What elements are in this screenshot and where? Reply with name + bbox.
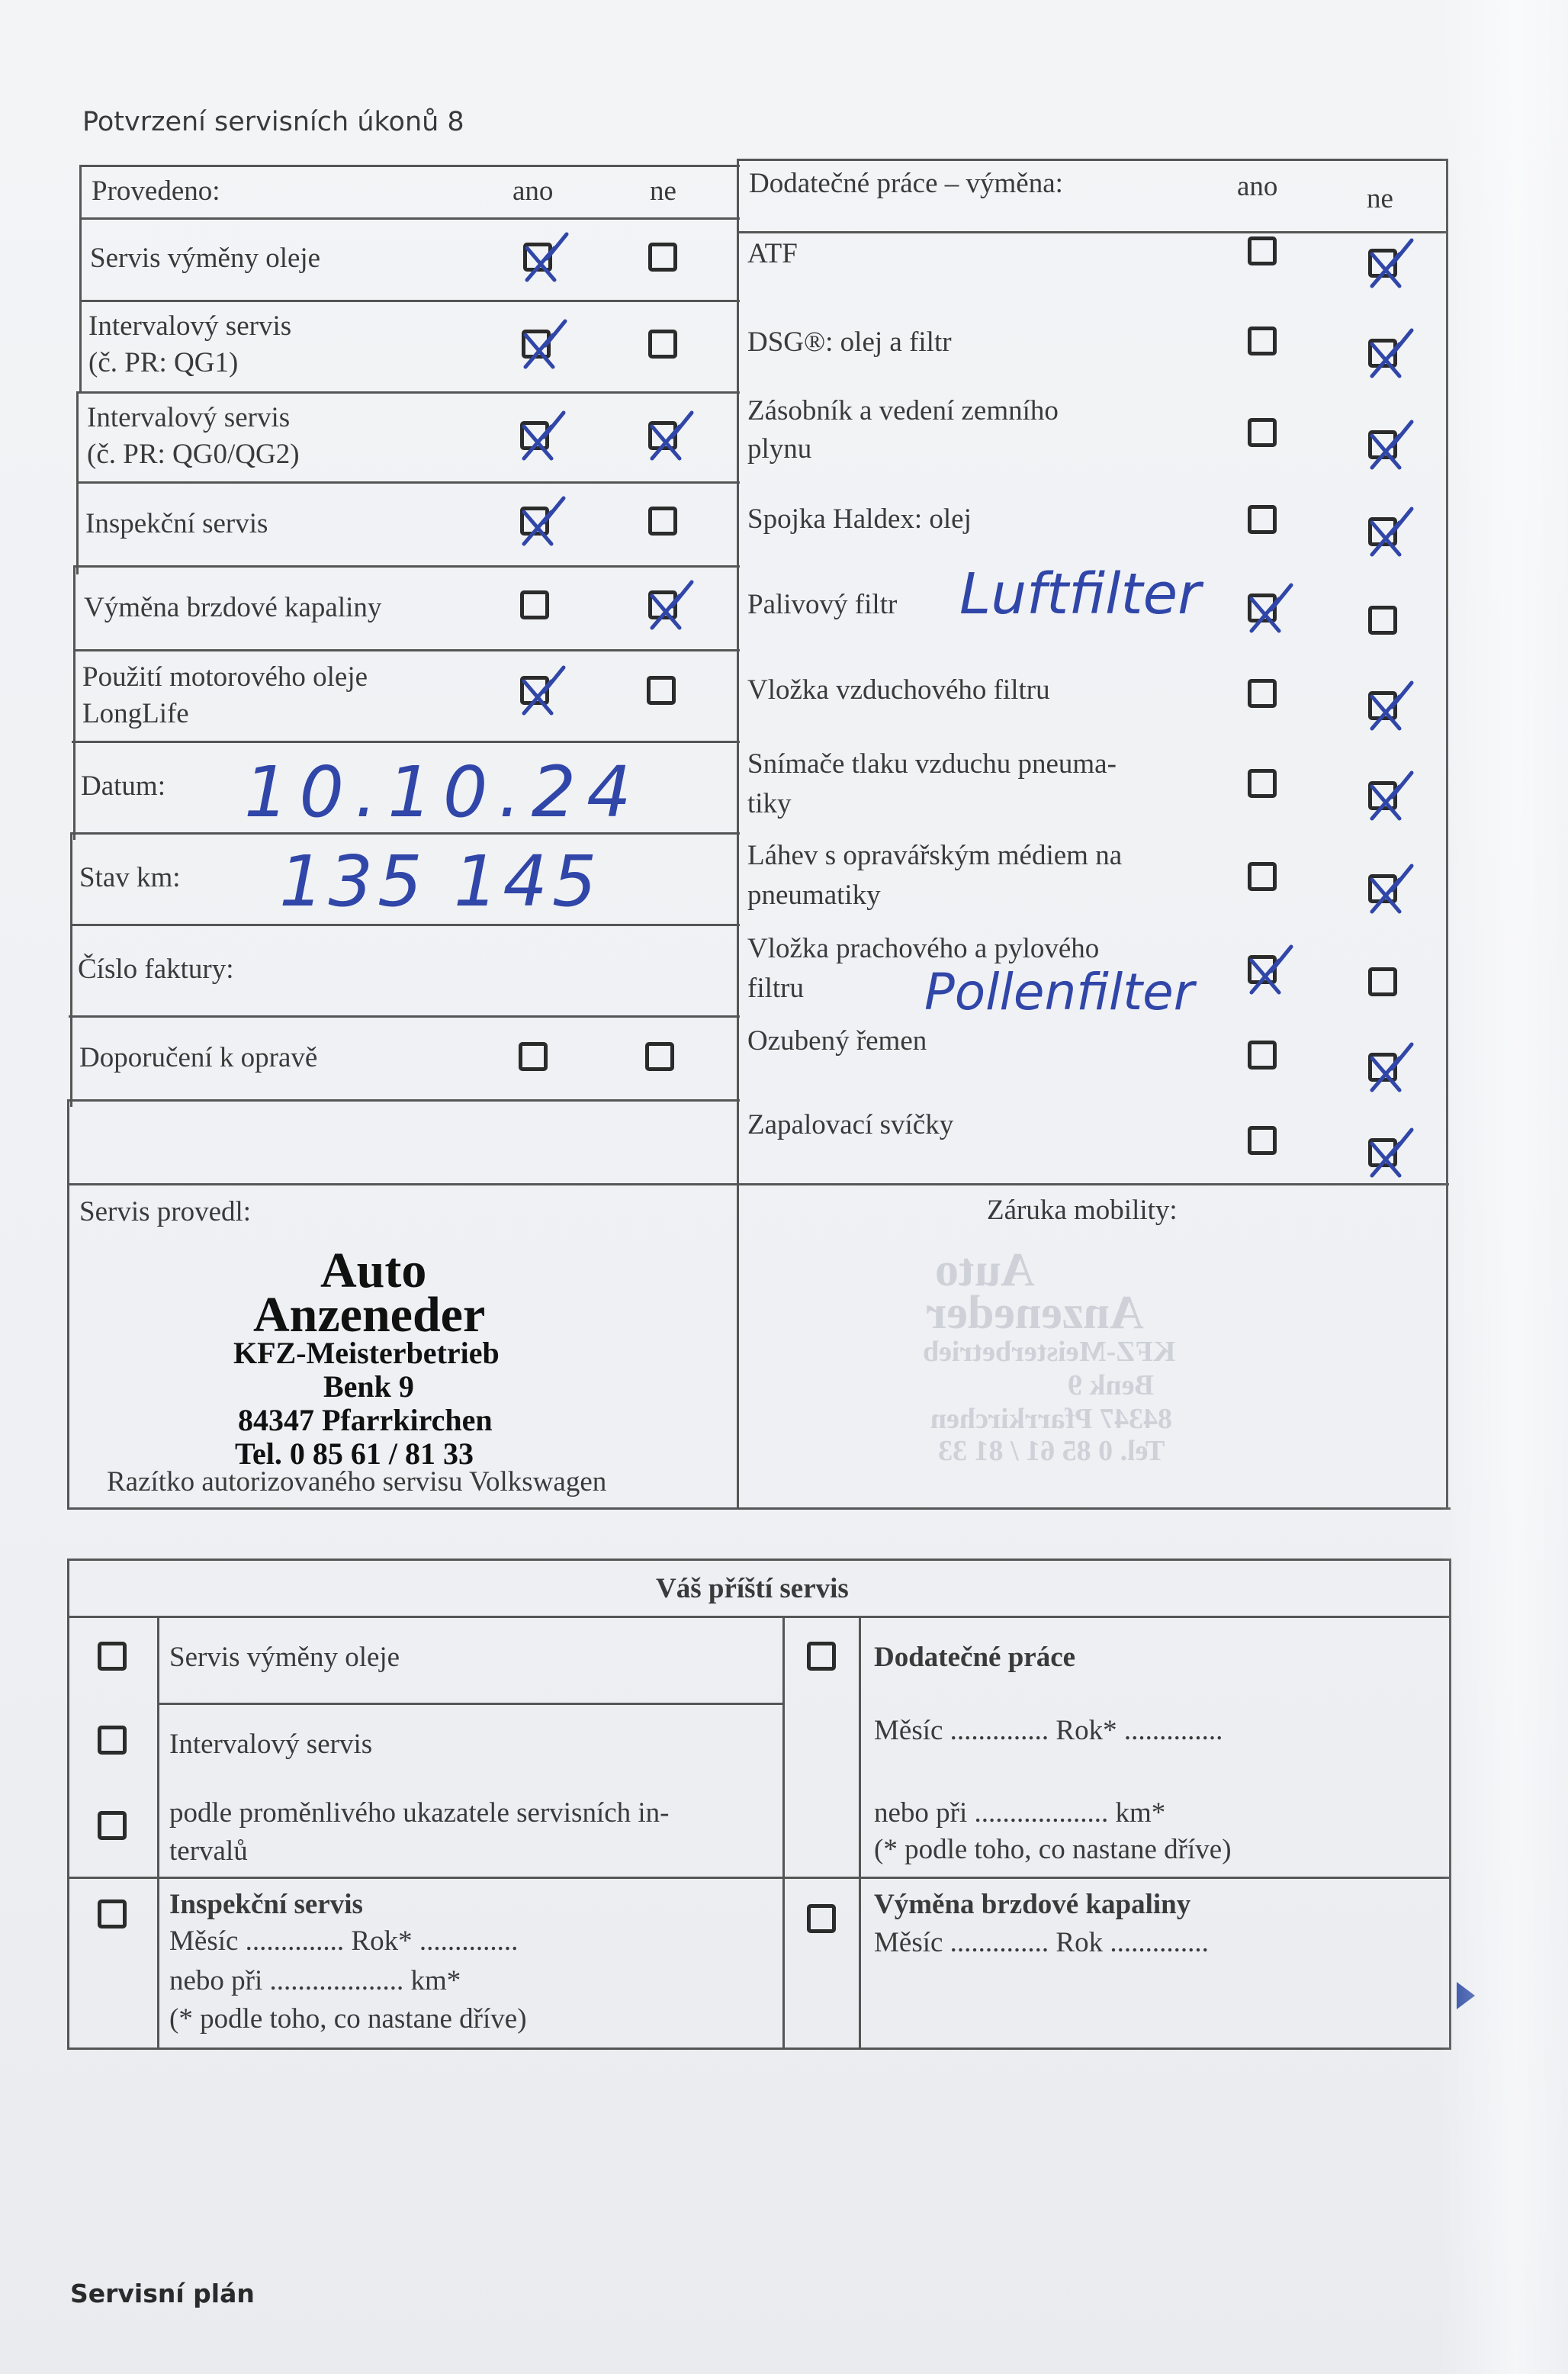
left-row-label: Použití motorového oleje LongLife [82,661,368,729]
next-inspection-title: Inspekční servis [169,1889,363,1920]
next-interval-label: Intervalový servis [169,1729,373,1760]
km-label: Stav km: [79,862,181,893]
next-extra-title: Dodatečné práce [874,1642,1076,1673]
checkbox-yes[interactable] [1248,679,1277,708]
check-mark-icon [641,408,695,462]
date-label: Datum: [81,770,165,802]
checkbox-no[interactable] [648,330,677,359]
checkbox-yes[interactable] [520,421,549,450]
checkbox-yes[interactable] [522,330,551,359]
left-col-yes: ano [512,175,554,207]
next-inspection-month: Měsíc .............. Rok* .............. [169,1925,519,1957]
checkbox-yes[interactable] [1248,594,1277,622]
checkbox-yes[interactable] [1248,769,1277,798]
right-col-yes: ano [1237,171,1278,202]
checkbox-no[interactable] [1368,249,1397,278]
next-service-checkbox[interactable] [98,1726,127,1755]
check-mark-icon [513,494,567,547]
next-brake-title: Výměna brzdové kapaliny [874,1889,1191,1920]
next-extra-km: nebo při ................... km* [874,1797,1166,1829]
right-row-label: Palivový filtr [747,589,898,620]
check-mark-icon [1241,942,1294,996]
next-variable-label: podle proměnlivého ukazatele servisních in- tervalů [169,1797,670,1867]
checkbox-yes[interactable] [1248,1126,1277,1155]
date-value: 10.10.24 [244,751,642,833]
check-mark-icon [516,230,570,283]
check-mark-icon [1361,768,1415,822]
next-service-checkbox[interactable] [98,1642,127,1671]
next-service-checkbox[interactable] [98,1900,127,1928]
invoice-label: Číslo faktury: [78,954,234,985]
checkbox-no[interactable] [648,243,677,272]
next-extra-note: (* podle toho, co nastane dříve) [874,1834,1232,1865]
left-row-label: Intervalový servis (č. PR: QG1) [88,310,292,378]
repair-checkbox-yes[interactable] [519,1042,548,1071]
right-row-label: Láhev s opravářským médiem na pneumatiky [747,840,1123,911]
checkbox-no[interactable] [1368,781,1397,810]
right-row-label: Vložka prachového a pylového filtru [747,933,1100,1004]
checkbox-no[interactable] [1368,517,1397,546]
checkbox-yes[interactable] [523,243,552,272]
check-mark-icon [513,663,567,716]
checkbox-no[interactable] [648,590,677,619]
right-row-label: Vložka vzduchového filtru [747,674,1050,706]
check-mark-icon [513,408,567,462]
check-mark-icon [1361,326,1415,379]
stamp-line: KFZ-Meisterbetrieb [233,1336,500,1370]
checkbox-no[interactable] [1368,874,1397,903]
check-mark-icon [1361,678,1415,732]
checkbox-yes[interactable] [1248,236,1277,265]
checkbox-yes[interactable] [1248,1041,1277,1070]
next-inspection-note: (* podle toho, co nastane dříve) [169,2003,527,2035]
checkbox-yes[interactable] [520,590,549,619]
right-row-label: Snímače tlaku vzduchu pneuma- tiky [747,748,1117,819]
checkbox-yes[interactable] [520,676,549,705]
next-inspection-km: nebo při ................... km* [169,1965,461,1996]
checkbox-yes[interactable] [1248,505,1277,534]
check-mark-icon [1361,236,1415,289]
check-mark-icon [641,577,695,631]
checkbox-no[interactable] [1368,691,1397,720]
check-mark-icon [1361,861,1415,915]
page-title: Potvrzení servisních úkonů 8 [82,107,464,137]
left-col-no: ne [650,175,676,207]
checkbox-no[interactable] [1368,430,1397,459]
repair-label: Doporučení k opravě [79,1042,318,1073]
checkbox-no[interactable] [648,507,677,536]
right-col-no: ne [1367,183,1393,214]
checkbox-yes[interactable] [1248,418,1277,447]
next-service-checkbox[interactable] [98,1811,127,1840]
footer-title: Servisní plán [70,2279,255,2308]
signature-right-label: Záruka mobility: [987,1195,1178,1226]
check-mark-icon [1361,1125,1415,1179]
page-fold-shadow [1438,0,1568,2374]
signature-left-label: Servis provedl: [79,1196,252,1227]
right-row-label: Spojka Haldex: olej [747,503,972,535]
checkbox-yes[interactable] [1248,327,1277,355]
next-service-checkbox[interactable] [807,1642,836,1671]
left-row-label: Servis výměny oleje [90,243,321,274]
note-luftfilter: Luftfilter [959,561,1201,627]
right-row-label: Zásobník a vedení zemního plynu [747,395,1059,465]
checkbox-no[interactable] [1368,606,1397,635]
stamp-line: 84347 Pfarrkirchen [238,1403,493,1437]
right-row-label: ATF [747,238,798,269]
checkbox-no[interactable] [648,421,677,450]
next-oil-label: Servis výměny oleje [169,1642,400,1673]
next-service-title: Váš příští servis [656,1573,849,1604]
right-row-label: Zapalovací svíčky [747,1109,954,1140]
km-value: 135 145 [279,841,602,922]
right-row-label: Ozubený řemen [747,1025,927,1057]
stamp-line: Anzeneder [253,1287,486,1343]
repair-checkbox-no[interactable] [645,1042,674,1071]
right-header-label: Dodatečné práce – výměna: [749,168,1063,199]
stamp-line: Benk 9 [323,1369,414,1404]
check-mark-icon [515,317,568,370]
checkbox-no[interactable] [1368,1053,1397,1082]
checkbox-yes[interactable] [520,507,549,536]
next-brake-month: Měsíc .............. Rok .............. [874,1927,1209,1958]
next-service-checkbox[interactable] [807,1904,836,1933]
checkbox-yes[interactable] [1248,862,1277,891]
left-row-label: Intervalový servis (č. PR: QG0/QG2) [87,402,300,470]
left-row-label: Výměna brzdové kapaliny [84,592,382,623]
stamp-line: Auto [320,1243,427,1298]
check-mark-icon [1361,1040,1415,1093]
next-extra-month: Měsíc .............. Rok* .............. [874,1715,1223,1746]
stamp-caption: Razítko autorizovaného servisu Volkswagen [107,1466,607,1497]
checkbox-no[interactable] [1368,967,1397,996]
checkbox-no[interactable] [1368,1138,1397,1167]
stamp-line: Tel. 0 85 61 / 81 33 [235,1436,474,1471]
check-mark-icon [1241,581,1294,634]
check-mark-icon [1361,504,1415,558]
note-pollenfilter: Pollenfilter [924,963,1194,1021]
checkbox-no[interactable] [647,676,676,705]
left-row-label: Inspekční servis [85,508,268,539]
check-mark-icon [1361,417,1415,471]
right-row-label: DSG®: olej a filtr [747,327,952,358]
checkbox-yes[interactable] [1248,955,1277,984]
checkbox-no[interactable] [1368,339,1397,368]
left-header-label: Provedeno: [92,175,220,207]
